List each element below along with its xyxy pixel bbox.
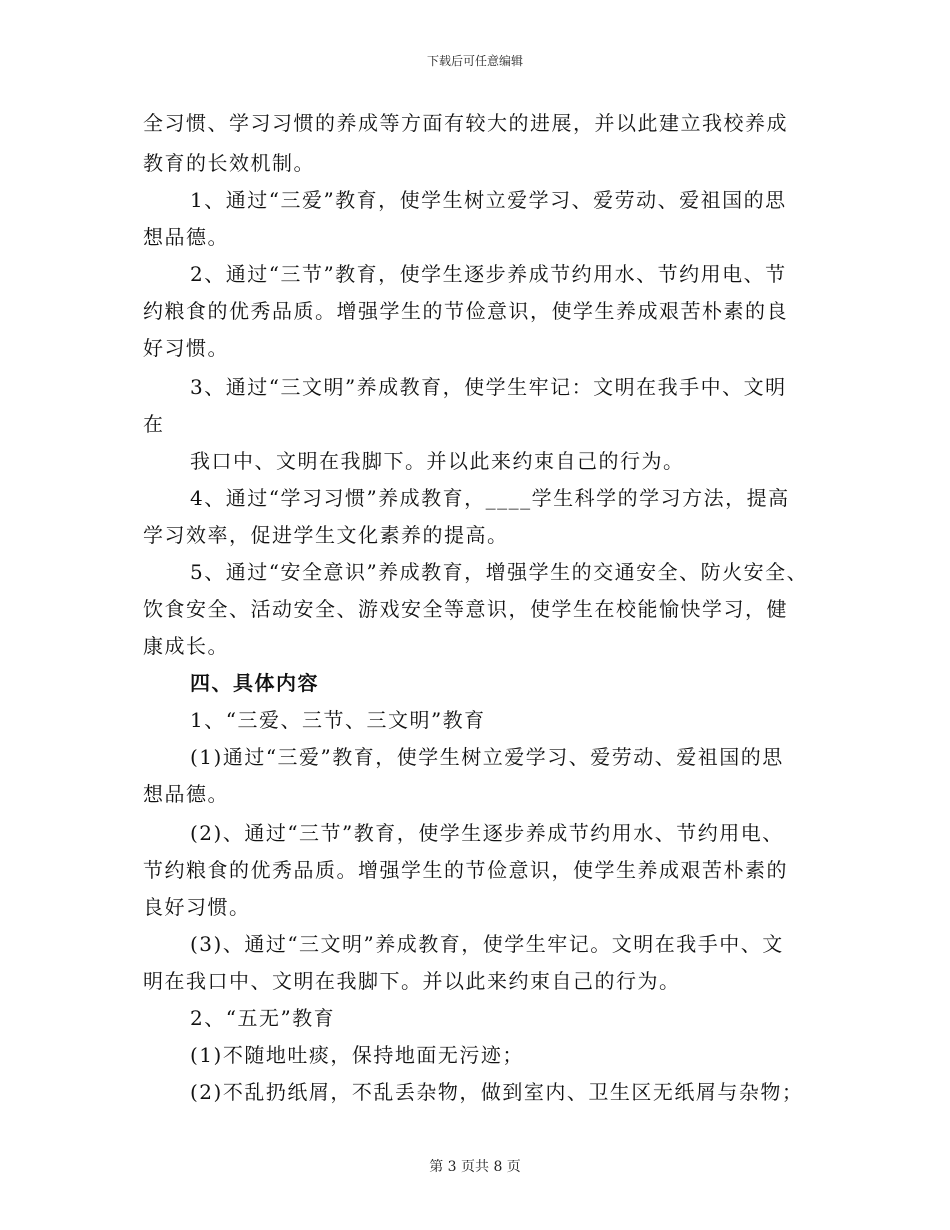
subsection-heading: 1、“三爱、三节、三文明”教育 bbox=[190, 708, 486, 732]
text-line: (2)、通过“三节”教育，使学生逐步养成节约用水、节约用电、 bbox=[190, 821, 784, 845]
text-line: 在 bbox=[143, 412, 165, 436]
text-line: 1、通过“三爱”教育，使学生树立爱学习、爱劳动、爱祖国的思 bbox=[190, 188, 787, 212]
page-footer: 第 3 页共 8 页 bbox=[429, 1159, 521, 1175]
text-line: 想品德。 bbox=[143, 782, 229, 806]
text-line: 好习惯。 bbox=[143, 336, 229, 360]
subsection-heading: 2、“五无”教育 bbox=[190, 1006, 336, 1030]
text-line: 我口中、文明在我脚下。并以此来约束自己的行为。 bbox=[190, 449, 685, 473]
text-line: 想品德。 bbox=[143, 225, 229, 249]
text-line: (2)不乱扔纸屑，不乱丢杂物，做到室内、卫生区无纸屑与杂物； bbox=[190, 1080, 804, 1104]
page-header: 下载后可任意编辑 bbox=[426, 54, 523, 68]
text-line: 4、通过“学习习惯”养成教育，____学生科学的学习方法，提高 bbox=[190, 486, 790, 510]
text-line: 明在我口中、文明在我脚下。并以此来约束自己的行为。 bbox=[143, 969, 681, 993]
text-line: 学习效率，促进学生文化素养的提高。 bbox=[143, 523, 509, 547]
text-line: 康成长。 bbox=[143, 634, 229, 658]
text-line: 节约粮食的优秀品质。增强学生的节俭意识，使学生养成艰苦朴素的 bbox=[143, 858, 788, 882]
text-line: 饮食安全、活动安全、游戏安全等意识，使学生在校能愉快学习，健 bbox=[143, 597, 788, 621]
text-line: (3)、通过“三文明”养成教育，使学生牢记。文明在我手中、文 bbox=[190, 932, 784, 956]
text-line: 全习惯、学习习惯的养成等方面有较大的进展，并以此建立我校养成 bbox=[143, 111, 788, 135]
text-line: 5、通过“安全意识”养成教育，增强学生的交通安全、防火安全、 bbox=[190, 560, 809, 584]
text-line: 教育的长效机制。 bbox=[143, 151, 315, 175]
text-line: 约粮食的优秀品质。增强学生的节俭意识，使学生养成艰苦朴素的良 bbox=[143, 299, 788, 323]
text-line: 2、通过“三节”教育，使学生逐步养成节约用水、节约用电、节 bbox=[190, 262, 787, 286]
text-line: (1)不随地吐痰，保持地面无污迹； bbox=[190, 1043, 524, 1067]
section-heading: 四、具体内容 bbox=[190, 671, 319, 695]
text-line: 良好习惯。 bbox=[143, 895, 251, 919]
text-line: (1)通过“三爱”教育，使学生树立爱学习、爱劳动、爱祖国的思 bbox=[190, 745, 784, 769]
text-line: 3、通过“三文明”养成教育，使学生牢记：文明在我手中、文明 bbox=[190, 375, 787, 399]
